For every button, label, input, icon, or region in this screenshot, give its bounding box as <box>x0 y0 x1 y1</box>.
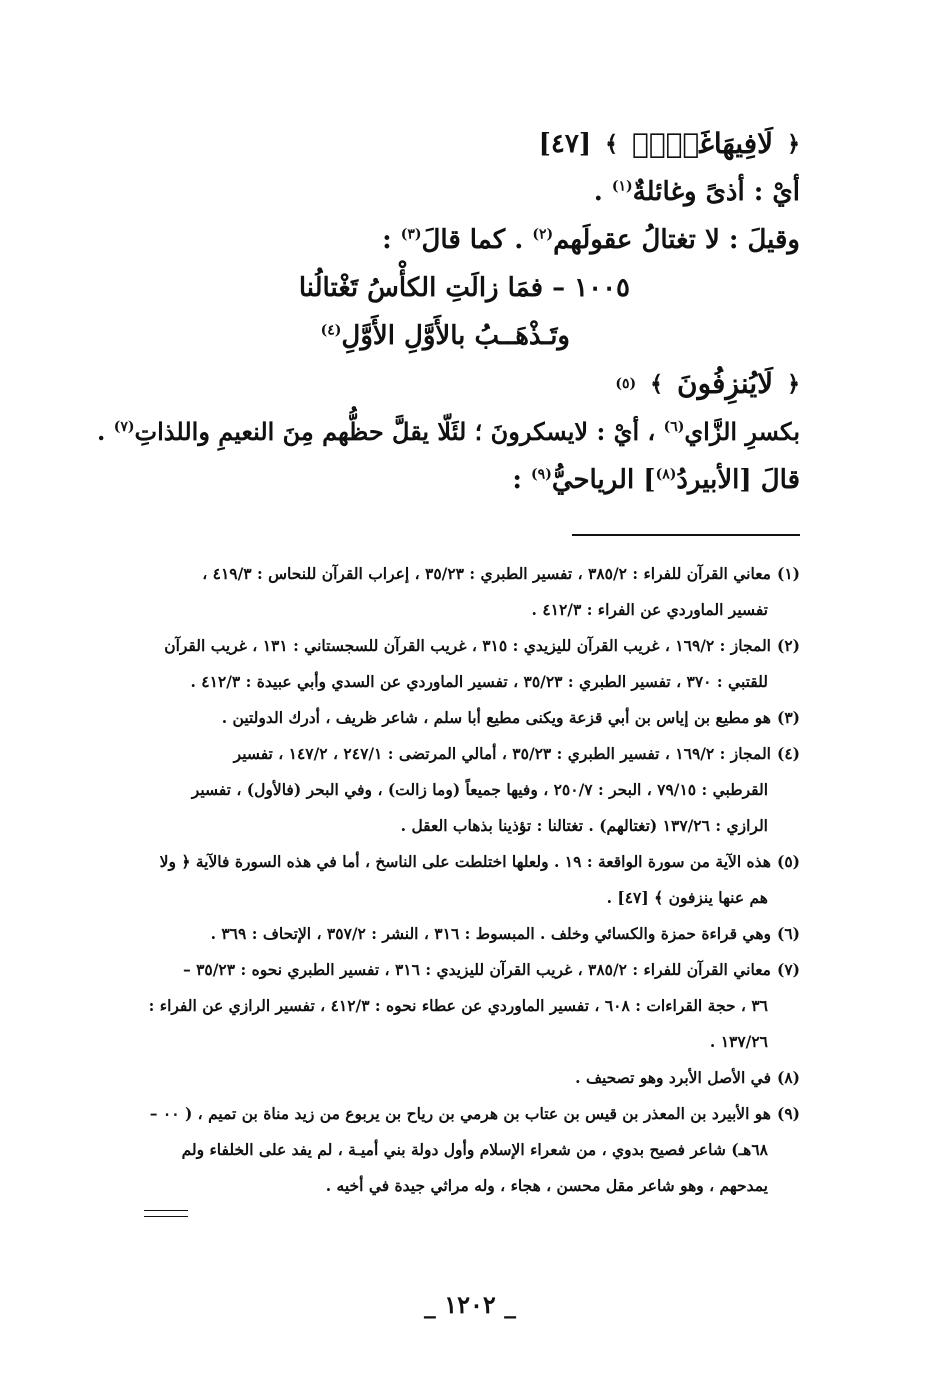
footnote-9 <box>120 1096 800 1204</box>
footnote-number: (٧) <box>776 960 800 979</box>
footnote-ref: (٦) <box>663 419 685 435</box>
poet-end: : <box>512 465 522 495</box>
poem-text: وتَـذْهَــبُ بالأَوَّلِ الأَوَّلِ <box>341 321 570 351</box>
footnote-ref: (١) <box>611 178 633 195</box>
footnote-continuation: للقتبي : ٣٧٠ ، تفسير الطبري : ٣٥/٢٣ ، تفسير الماوردي عن السدي وأبي عبيدة : ٤١٢/٣ . <box>190 672 768 691</box>
footnote-8 <box>120 1060 800 1096</box>
footnote-number: (٢) <box>776 636 800 655</box>
verse-open-bracket: ﴿ <box>787 131 800 157</box>
footnote-continuation: ٦٨هـ) شاعر فصيح بدوي ، من شعراء الإسلام وأول دولة بني أميـة ، لم يفد على الخلفاء ولم <box>181 1140 768 1159</box>
footnote-4 <box>120 736 800 844</box>
footnote-2 <box>120 628 800 700</box>
main-text <box>80 120 800 504</box>
verse-yunzafun: ﴿ لَايُنزِفُونَ ﴾ (٥) <box>80 360 800 408</box>
gloss-text: أيْ : أذىً وغائلةٌ <box>632 177 800 207</box>
gloss-line <box>80 168 800 216</box>
footnote-7 <box>120 952 800 1060</box>
poet-text-a: قالَ [الأبيردُ <box>676 465 800 495</box>
end-of-notes-divider <box>144 1210 188 1217</box>
footnote-ref: (٢) <box>532 226 554 243</box>
footnote-5 <box>120 844 800 916</box>
footnote-number: (١) <box>776 564 800 583</box>
footnote-3 <box>120 700 800 736</box>
verse-text: لَايُنزِفُونَ <box>677 367 774 400</box>
footnote-text: هذه الآية من سورة الواقعة : ١٩ . ولعلها اختلطت على الناسخ ، أما في هذه السورة فالآية ﴿ ولا <box>159 852 771 871</box>
verse-close-bracket: ﴾ <box>650 371 664 397</box>
poet-line <box>80 456 800 504</box>
footnote-continuation: يمدحهم ، وهو شاعر مقل محسن ، هجاء ، وله مراثي جيدة في أخيه . <box>325 1176 768 1195</box>
footnote-number: (٦) <box>776 924 800 943</box>
commentary-line <box>80 408 800 456</box>
footnote-text: المجاز : ١٦٩/٢ ، غريب القرآن لليزيدي : ٣١٥ ، غريب القرآن للسجستاني : ١٣١ ، غريب القرآن <box>164 636 771 655</box>
poem-hemistich-1 <box>80 264 800 312</box>
commentary-text-a: وقيلَ : لا تغتالُ عقولَهم <box>553 225 800 255</box>
footnote-text: هو مطيع بن إياس بن أبي قزعة ويكنى مطيع أبا سلم ، شاعر ظريف ، أدرك الدولتين . <box>221 708 771 727</box>
footnote-continuation: الرازي : ١٣٧/٢٦ (تغتالهم) . تغتالنا : تؤذينا بذهاب العقل . <box>400 816 768 835</box>
footnote-text: وهي قراءة حمزة والكسائي وخلف . المبسوط : ٣١٦ ، النشر : ٣٥٧/٢ ، الإتحاف : ٣٦٩ . <box>210 924 771 943</box>
footnote-continuation: ١٣٧/٢٦ . <box>709 1032 768 1051</box>
footnote-number: (٣) <box>776 708 800 727</box>
verse-text: لَافِيهَاغَوۡلٞ <box>632 127 774 160</box>
footnote-continuation: القرطبي : ٧٩/١٥ ، البحر : ٢٥٠/٧ ، وفيها جميعاً (وما زالت) ، وفي البحر (فالأول) ، تفسير <box>191 780 768 799</box>
footnote-text: معاني القرآن للفراء : ٣٨٥/٢ ، تفسير الطبري : ٣٥/٢٣ ، إعراب القرآن للنحاس : ٤١٩/٣ ، <box>202 564 771 583</box>
footnote-continuation: تفسير الماوردي عن الفراء : ٤١٢/٣ . <box>531 600 768 619</box>
footnote-continuation: ٣٦ ، حجة القراءات : ٦٠٨ ، تفسير الماوردي عن عطاء نحوه : ٤١٢/٣ ، تفسير الرازي عن الفراء : <box>148 996 768 1015</box>
commentary-line <box>80 216 800 264</box>
commentary-text-b: . كما قالَ <box>421 225 524 255</box>
verse-number: [٤٧] <box>538 129 592 159</box>
footnotes <box>120 556 800 1204</box>
footnote-number: (٥) <box>776 852 800 871</box>
page-number: _ ١٢٠٢ _ <box>423 1290 517 1319</box>
footnote-ref: (٣) <box>400 226 422 243</box>
footnote-ref: (٨) <box>655 466 677 483</box>
footnote-ref: (٤) <box>320 322 342 339</box>
poem-hemistich-2 <box>80 312 800 360</box>
footnote-text: معاني القرآن للفراء : ٣٨٥/٢ ، غريب القرآن لليزيدي : ٣١٦ ، تفسير الطبري نحوه : ٣٥/٢٣ – <box>182 960 771 979</box>
footnote-number: (٨) <box>776 1068 800 1087</box>
footnote-text: هو الأبيرد بن المعذر بن قيس بن عتاب بن هرمي بن رياح بن يربوع من زيد مناة بن تميم ، ( ٠٠ – <box>149 1104 771 1123</box>
footnote-text: المجاز : ١٦٩/٢ ، تفسير الطبري : ٣٥/٢٣ ، أمالي المرتضى : ٢٤٧/١ ، ١٤٧/٢ ، تفسير <box>233 744 771 763</box>
gloss-end: . <box>593 177 603 207</box>
poet-text-b: ] الرياحيُّ <box>551 465 656 495</box>
commentary-end: : <box>382 225 392 255</box>
commentary-end: . <box>97 417 106 446</box>
verse-close-bracket: ﴾ <box>605 131 619 157</box>
poem-text: ١٠٠٥ – فمَا زالَتِ الكأْسُ تَغْتالُنا <box>298 273 630 303</box>
verse-47 <box>80 120 800 168</box>
footnote-separator <box>572 534 800 536</box>
footnote-number: (٩) <box>776 1104 800 1123</box>
footnote-6 <box>120 916 800 952</box>
footnote-1 <box>120 556 800 628</box>
footnote-ref: (٧) <box>113 419 135 435</box>
verse-open-bracket: ﴿ <box>787 371 800 397</box>
commentary-text-a: بكسرِ الزَّاي <box>684 417 800 446</box>
commentary-text-b: ، أيْ : لايسكرونَ ؛ لئَلّا يقلَّ حظُّهم مِنَ النعيمِ واللذاتِ <box>134 417 656 446</box>
footnote-continuation: هم عنها ينزفون ﴾ [٤٧] . <box>606 888 768 907</box>
footnote-text: في الأصل الأبرد وهو تصحيف . <box>575 1068 771 1087</box>
footnote-number: (٤) <box>776 744 800 763</box>
footnote-ref: (٩) <box>531 466 552 483</box>
